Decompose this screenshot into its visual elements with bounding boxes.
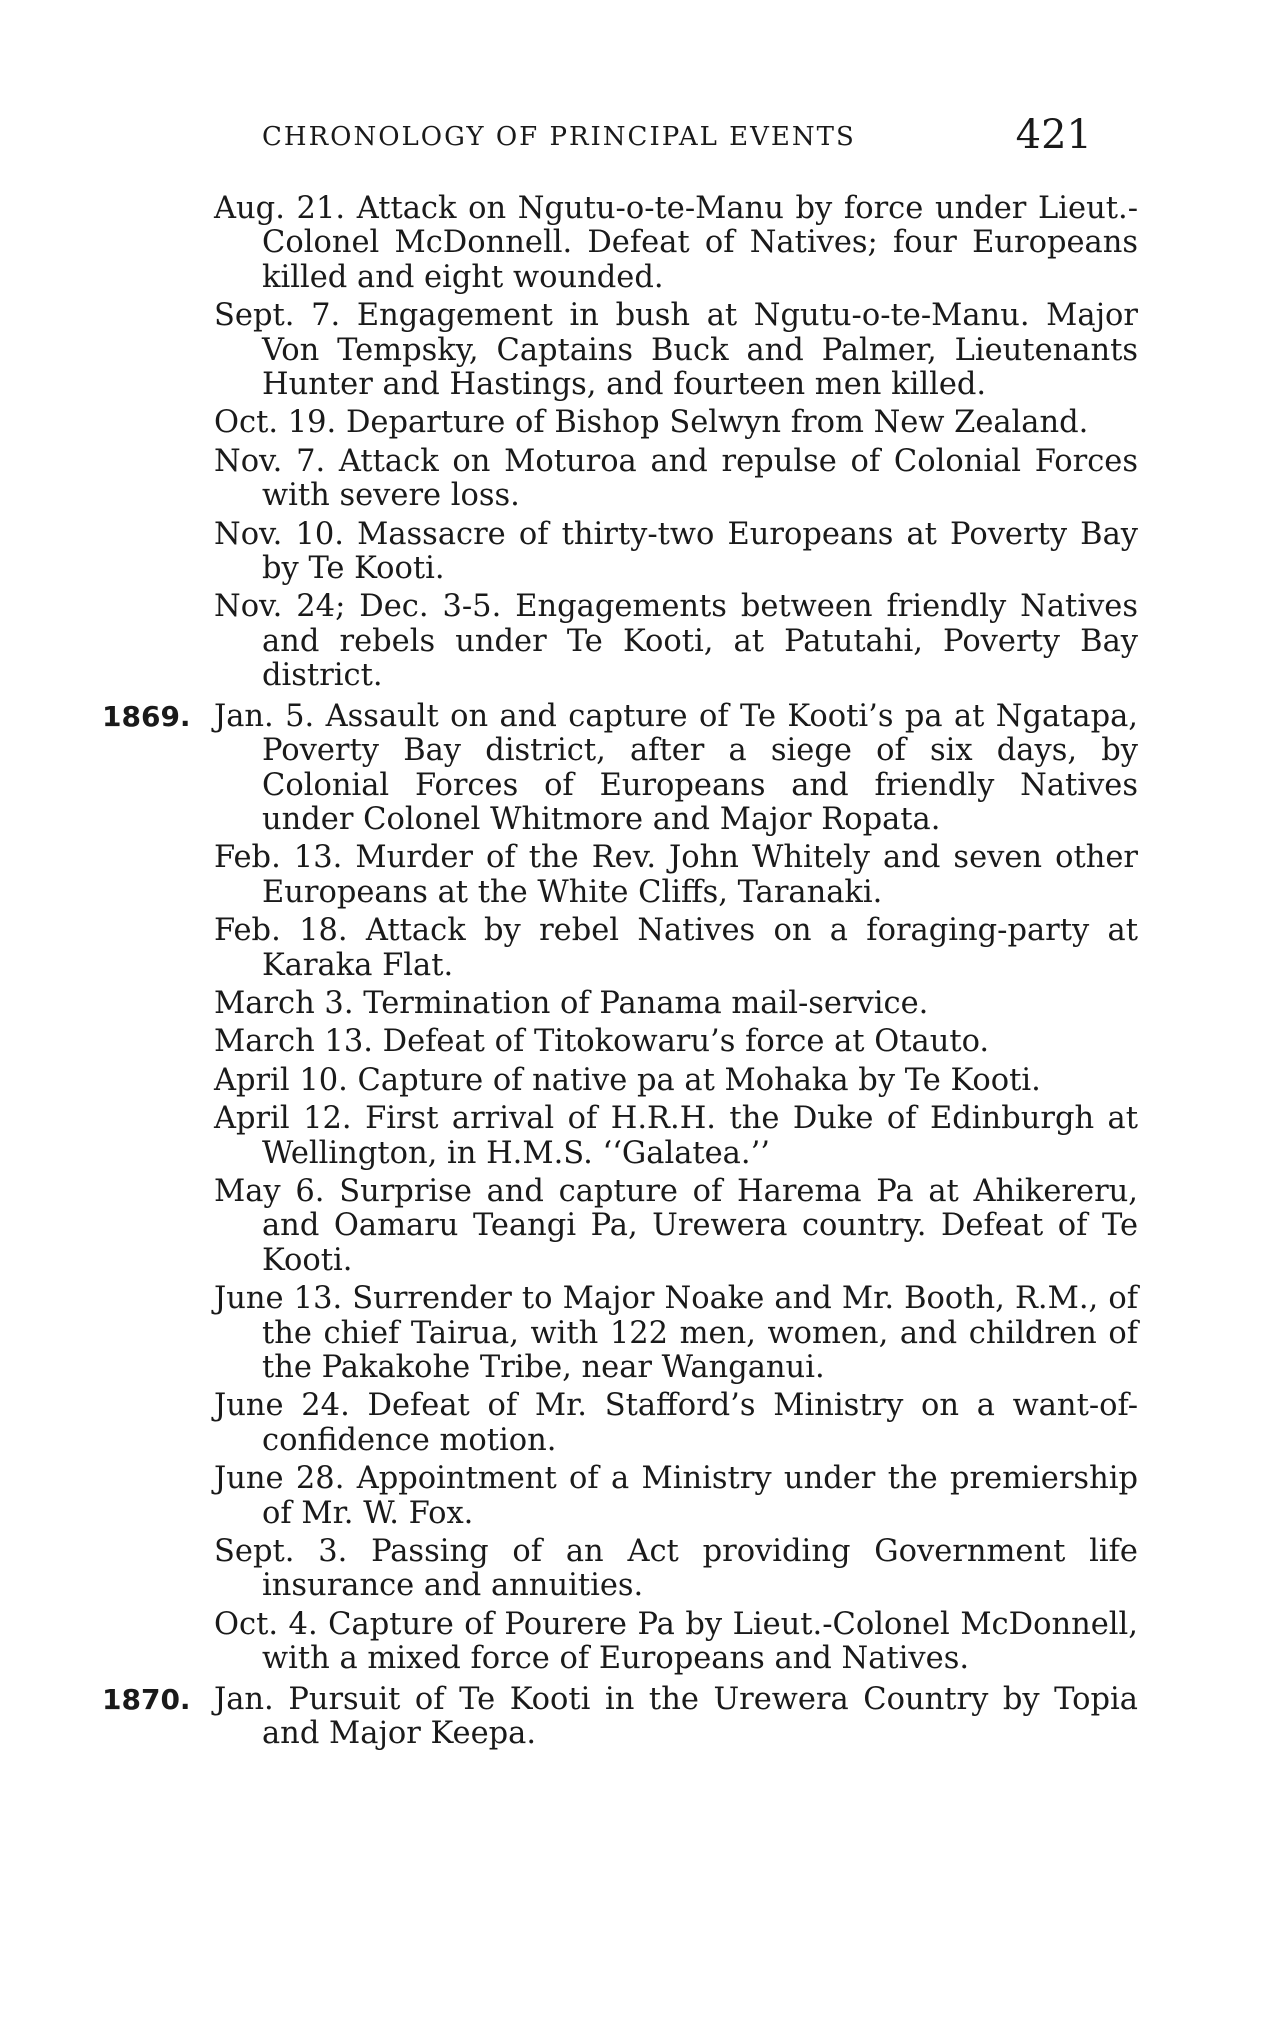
entry-date: Nov. 10. (214, 516, 344, 552)
entry-description: Engagement in bush at Ngutu-o-te-Manu. Major Von Tempsky, Captains Buck and Palmer, Lieutenants Hunter and Hastings, and fourteen men killed. (262, 298, 1138, 403)
entry-description: Departure of Bishop Selwyn from New Zealand. (345, 405, 1089, 441)
entry-date: June 13. (214, 1281, 343, 1317)
entry-text (214, 914, 1138, 983)
entry-description: Defeat of Titokowaru’s force at Otauto. (382, 1024, 990, 1060)
entry-description: Defeat of Mr. Stafford’s Ministry on a want-of-confidence motion. (262, 1388, 1138, 1458)
entry-text (214, 299, 1138, 402)
chronology-entry (0, 1462, 1286, 1531)
entry-text (214, 1535, 1138, 1604)
entry-description: Appointment of a Ministry under the premiership of Mr. W. Fox. (262, 1461, 1139, 1531)
entry-description: Surprise and capture of Harema Pa at Ahikereru, and Oamaru Teangi Pa, Urewera country. Defeat of Te Kooti. (262, 1173, 1138, 1278)
entry-text (214, 1025, 1138, 1059)
entry-description: Massacre of thirty-two Europeans at Poverty Bay by Te Kooti. (262, 516, 1138, 587)
running-head (262, 112, 1092, 162)
chronology-entry (0, 1064, 1286, 1098)
entry-date: April 10. (214, 1062, 348, 1098)
chronology-entry (0, 700, 1286, 838)
chronology-entry (0, 841, 1286, 910)
chronology-entry (0, 1102, 1286, 1171)
chronology-entry (0, 192, 1286, 295)
entry-description: Surrender to Major Noake and Mr. Booth, R.M., of the chief Tairua, with 122 men, women, and children of the Pakakohe Tribe, near Wanganui. (262, 1281, 1138, 1385)
entry-text (214, 1102, 1138, 1171)
entry-description: Attack on Ngutu-o-te-Manu by force under Lieut.-Colonel McDonnell. Defeat of Natives; four Europeans killed and eight wounded. (262, 191, 1138, 295)
entry-text (214, 1064, 1138, 1098)
chronology-entry (0, 1389, 1286, 1458)
entry-description: Attack on Moturoa and repulse of Colonial Forces with severe loss. (262, 443, 1138, 514)
entry-date: March 13. (214, 1024, 373, 1060)
entry-description: Termination of Panama mail-service. (363, 985, 929, 1021)
entry-date: June 24. (214, 1388, 350, 1424)
entry-description: Murder of the Rev. John Whitely and seven other Europeans at the White Cliffs, Taranaki. (262, 840, 1138, 910)
entry-text (214, 1282, 1138, 1385)
chronology-entry (0, 1608, 1286, 1677)
entry-text (214, 590, 1138, 693)
entry-date: March 3. (214, 985, 354, 1021)
chronology-entry (0, 914, 1286, 983)
chronology-entry (0, 406, 1286, 440)
entry-year: 1869. (102, 699, 191, 733)
entry-text (214, 445, 1138, 514)
entry-description: Attack by rebel Natives on a foraging-party at Karaka Flat. (262, 913, 1139, 983)
running-title: CHRONOLOGY OF PRINCIPAL EVENTS (262, 122, 856, 152)
entry-description: Capture of Pourere Pa by Lieut.-Colonel McDonnell, with a mixed force of Europeans and Natives. (262, 1606, 1138, 1677)
entry-text (214, 406, 1138, 440)
chronology-entry (0, 1175, 1286, 1278)
entry-date: May 6. (214, 1173, 325, 1209)
entry-date: June 28. (214, 1461, 345, 1497)
chronology-entry (0, 1282, 1286, 1385)
chronology-entry (0, 1683, 1286, 1752)
entry-date: Oct. 4. (214, 1606, 318, 1642)
entry-text (214, 1608, 1138, 1677)
entry-description: First arrival of H.R.H. the Duke of Edinburgh at Wellington, in H.M.S. ‘‘Galatea.’’ (262, 1101, 1139, 1171)
entry-year: 1870. (102, 1682, 191, 1716)
entry-date: Sept. 7. (214, 298, 341, 334)
entry-description: Passing of an Act providing Government life insurance and annuities. (262, 1534, 1138, 1604)
entry-text (214, 518, 1138, 587)
entry-text (214, 1462, 1138, 1531)
entry-text (214, 987, 1138, 1021)
chronology-entry (0, 518, 1286, 587)
entry-date: Sept. 3. (214, 1534, 348, 1570)
entry-date: Aug. 21. (214, 191, 346, 226)
entry-text (214, 1175, 1138, 1278)
entry-date: Jan. (214, 1681, 274, 1717)
chronology-entry (0, 299, 1286, 402)
entry-date: Nov. 7. (214, 443, 326, 479)
entry-text (214, 192, 1138, 295)
entry-date: April 12. (214, 1101, 352, 1137)
entry-text (214, 841, 1138, 910)
chronology-entry (0, 590, 1286, 693)
page-number: 421 (1015, 112, 1092, 158)
chronology-entry (0, 987, 1286, 1021)
chronology-list (0, 192, 1286, 1751)
entry-description: Pursuit of Te Kooti in the Urewera Country by Topia and Major Keepa. (262, 1681, 1138, 1752)
chronology-entry (0, 445, 1286, 514)
entry-text (214, 1389, 1138, 1458)
entry-description: Engagements between friendly Natives and rebels under Te Kooti, at Patutahi, Poverty Bay district. (262, 589, 1139, 694)
entry-description: Capture of native pa at Mohaka by Te Kooti. (357, 1062, 1041, 1098)
entry-date: Feb. 18. (214, 913, 348, 949)
entry-date: Feb. 13. (214, 840, 343, 876)
entry-date: Nov. 24; Dec. 3-5. (214, 589, 502, 625)
entry-date: Oct. 19. (214, 405, 337, 441)
entry-date: Jan. 5. (214, 698, 315, 734)
entry-description: Assault on and capture of Te Kooti’s pa at Ngatapa, Poverty Bay district, after a siege of six days, by Colonial Forces of Europeans and friendly Natives under Colonel Whitmore and Major Ropata. (262, 698, 1139, 837)
entry-text (214, 700, 1138, 838)
entry-text (214, 1683, 1138, 1752)
chronology-entry (0, 1535, 1286, 1604)
chronology-entry (0, 1025, 1286, 1059)
